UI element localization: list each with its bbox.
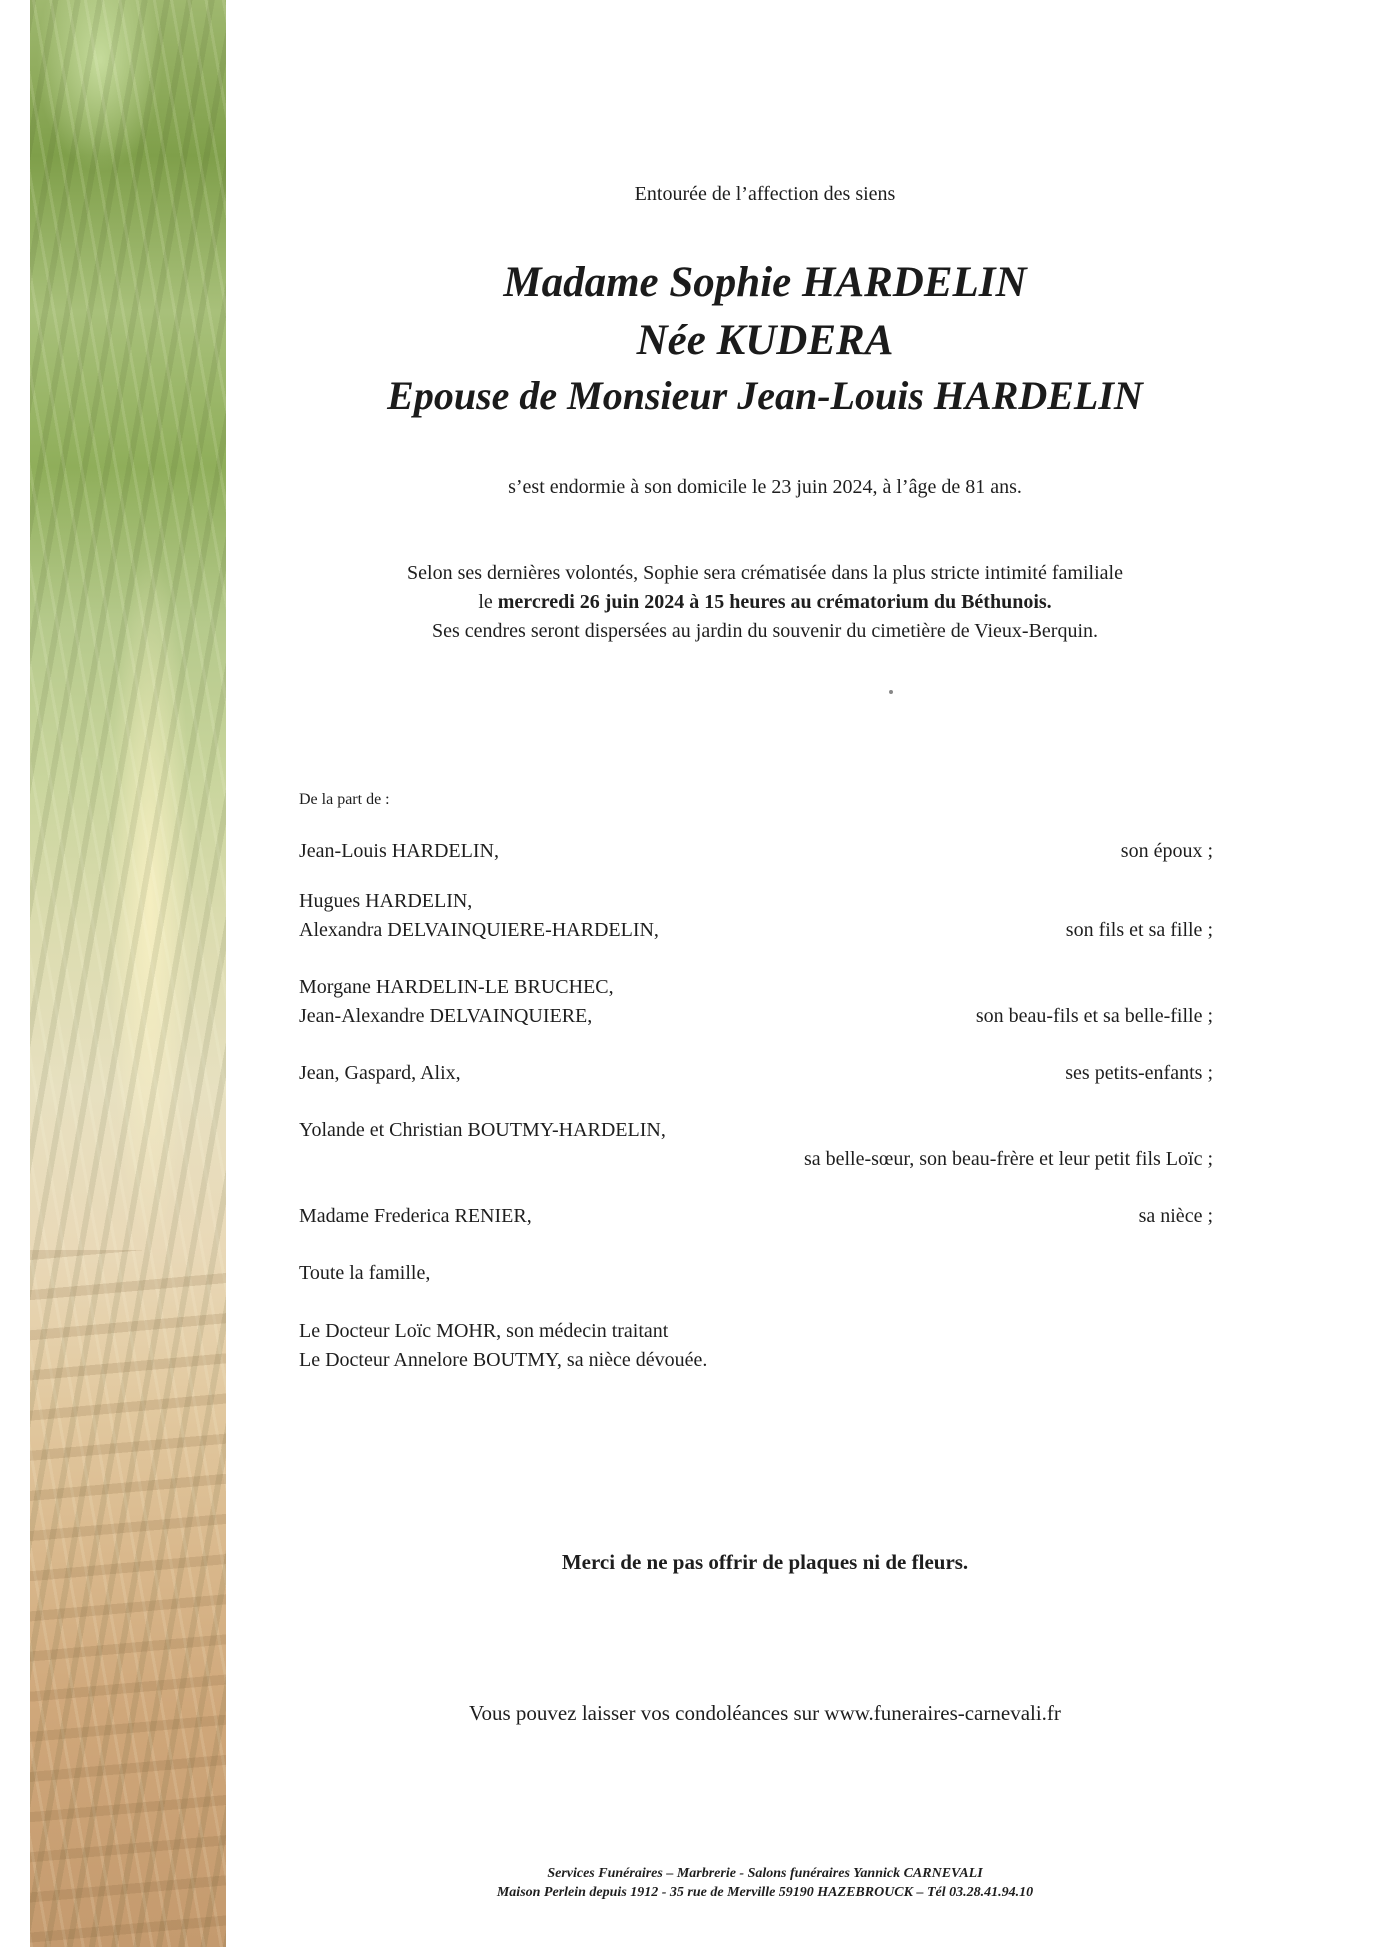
funeral-home-footer xyxy=(260,1864,1270,1902)
family-name-line: Toute la famille, xyxy=(299,1262,431,1284)
intro-text: Entourée de l’affection des siens xyxy=(634,183,896,205)
family-name-line: Madame Frederica RENIER, xyxy=(299,1205,532,1227)
family-names xyxy=(299,837,499,866)
family-name-line: Jean, Gaspard, Alix, xyxy=(299,1062,461,1084)
spouse-line: Epouse de Monsieur Jean-Louis HARDELIN xyxy=(387,373,1143,418)
family-name-line: Jean-Louis HARDELIN, xyxy=(299,840,499,862)
ceremony-date-place: mercredi 26 juin 2024 à 15 heures au crématorium du Béthunois. xyxy=(497,591,1052,613)
family-name-line: Le Docteur Loïc MOHR, son médecin traitant xyxy=(299,1320,669,1342)
ceremony-line-2 xyxy=(260,588,1270,617)
family-names xyxy=(299,1259,430,1288)
ceremony-line-3: Ses cendres seront dispersées au jardin du souvenir du cimetière de Vieux-Berquin. xyxy=(431,620,1098,642)
no-flowers-notice: Merci de ne pas offrir de plaques ni de fleurs. xyxy=(561,1550,969,1574)
ceremony-line-2-prefix: le xyxy=(478,591,498,613)
ceremony-details xyxy=(260,559,1270,646)
family-name-line: Morgane HARDELIN-LE BRUCHEC, xyxy=(299,976,614,998)
family-relation: son fils et sa fille ; xyxy=(1065,919,1213,941)
de-la-part-de-label: De la part de : xyxy=(299,791,390,808)
family-name-line: Le Docteur Annelore BOUTMY, sa nièce dévouée. xyxy=(299,1349,708,1371)
family-relation: sa nièce ; xyxy=(1138,1205,1213,1227)
family-relation: sa belle-sœur, son beau-frère et leur petit fils Loïc ; xyxy=(803,1148,1213,1170)
family-names xyxy=(299,1317,707,1375)
footer-line-2: Maison Perlein depuis 1912 - 35 rue de Merville 59190 HAZEBROUCK – Tél 03.28.41.94.10 xyxy=(496,1885,1034,1900)
stray-dot xyxy=(889,690,893,694)
family-relation: son beau-fils et sa belle-fille ; xyxy=(975,1005,1213,1027)
forest-path-image xyxy=(30,0,226,1947)
footer-line-1: Services Funéraires – Marbrerie - Salons funéraires Yannick CARNEVALI xyxy=(547,1866,983,1881)
family-name-line: Yolande et Christian BOUTMY-HARDELIN, xyxy=(299,1119,666,1141)
ceremony-line-1: Selon ses dernières volontés, Sophie sera crématisée dans la plus stricte intimité familiale xyxy=(407,562,1123,584)
condolences-notice: Vous pouvez laisser vos condoléances sur www.funeraires-carnevali.fr xyxy=(469,1701,1061,1725)
family-names xyxy=(299,973,614,1031)
family-names xyxy=(299,1202,532,1231)
family-names xyxy=(299,1059,461,1088)
family-name-line: Jean-Alexandre DELVAINQUIERE, xyxy=(299,1005,593,1027)
family-names xyxy=(299,887,659,945)
family-name-line: Alexandra DELVAINQUIERE-HARDELIN, xyxy=(299,919,659,941)
deceased-name: Madame Sophie HARDELIN xyxy=(503,259,1027,306)
death-notice: s’est endormie à son domicile le 23 juin 2024, à l’âge de 81 ans. xyxy=(508,476,1022,498)
family-name-line: Hugues HARDELIN, xyxy=(299,890,473,912)
family-relation: ses petits-enfants ; xyxy=(1065,1062,1213,1084)
family-names xyxy=(299,1116,666,1145)
family-relation: son époux ; xyxy=(1120,840,1213,862)
maiden-name: Née KUDERA xyxy=(636,317,894,364)
